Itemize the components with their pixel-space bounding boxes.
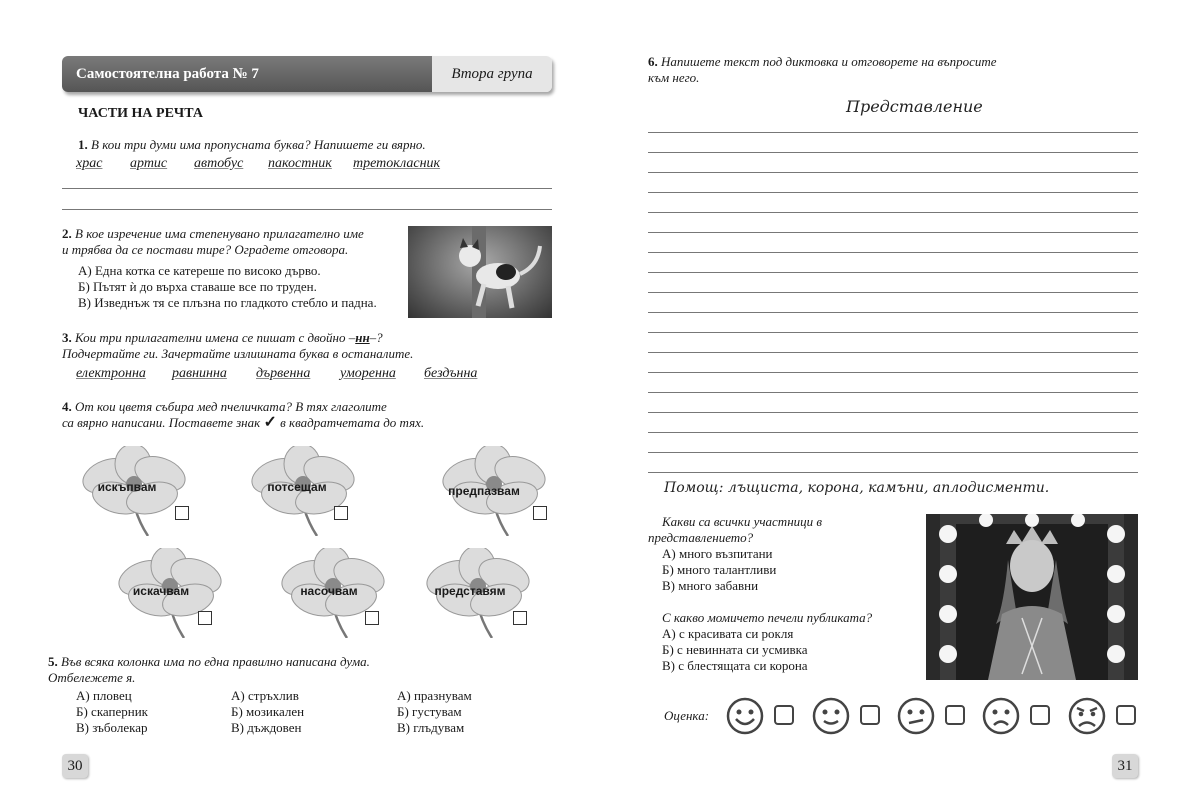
flower-verb-label: потсещам: [267, 480, 327, 494]
checkmark-icon: ✓: [263, 414, 277, 431]
writing-line[interactable]: [648, 232, 1138, 233]
flower-checkbox[interactable]: [513, 611, 527, 625]
writing-line[interactable]: [648, 212, 1138, 213]
writing-line[interactable]: [648, 312, 1138, 313]
q2-option-b[interactable]: Б) Пътят ѝ до върха ставаше все по труден.: [78, 279, 317, 294]
option[interactable]: В) дъждовен: [231, 720, 302, 735]
section-heading: ЧАСТИ НА РЕЧТА: [78, 106, 203, 121]
neutral-face-icon: [897, 697, 935, 735]
rating-checkbox-2[interactable]: [860, 705, 880, 725]
flower-checkbox[interactable]: [198, 611, 212, 625]
writing-line[interactable]: [648, 472, 1138, 473]
option[interactable]: В) зъболекар: [76, 720, 148, 735]
q5-column-2: [231, 688, 304, 736]
sad-face-icon: [982, 697, 1020, 735]
question-b: С какво момичето печели публиката?: [662, 610, 873, 625]
option[interactable]: В) с блестящата си корона: [662, 658, 808, 673]
rating-checkbox-5[interactable]: [1116, 705, 1136, 725]
option[interactable]: Б) с невинната си усмивка: [662, 642, 808, 657]
q2-option-a[interactable]: А) Една котка се катереше по високо дърво.: [78, 263, 321, 278]
very-happy-face-icon: [726, 697, 764, 735]
writing-line[interactable]: [648, 372, 1138, 373]
writing-line[interactable]: [648, 132, 1138, 133]
girl-photo: [926, 514, 1138, 680]
question-5: 5. Във всяка колонка има по една правилно написана дума. Отбележете я.: [48, 654, 370, 685]
q5-column-1: [76, 688, 148, 736]
option[interactable]: А) празнувам: [397, 688, 472, 703]
flower-checkbox[interactable]: [365, 611, 379, 625]
option[interactable]: Б) мозикален: [231, 704, 305, 719]
writing-line[interactable]: [648, 252, 1138, 253]
question-a-options: [662, 546, 776, 594]
question-1: 1. В кои три думи има пропусната буква? Напишете ги вярно.: [78, 137, 426, 152]
flower-checkbox[interactable]: [175, 506, 189, 520]
group-label: Втора група: [432, 56, 552, 92]
writing-line[interactable]: [648, 332, 1138, 333]
happy-face-icon: [812, 697, 850, 735]
q5-column-3: [397, 688, 472, 736]
worksheet-title: Самостоятелна работа № 7: [62, 56, 432, 92]
rating-checkbox-3[interactable]: [945, 705, 965, 725]
writing-line[interactable]: [648, 412, 1138, 413]
word[interactable]: равнинна: [172, 366, 227, 381]
q3-words: [76, 366, 546, 388]
rating-label: Оценка:: [664, 708, 710, 723]
option[interactable]: А) с красивата си рокля: [662, 626, 794, 641]
option[interactable]: А) стръхлив: [231, 688, 299, 703]
question-6: 6. Напишете текст под диктовка и отговорете на въпросите към него.: [648, 54, 997, 85]
question-4: 4. От кои цветя събира мед пчеличката? В тях глаголите са вярно написани. Поставете знак ✓ в квадратчетата до тях.: [62, 399, 425, 431]
rating-checkbox-1[interactable]: [774, 705, 794, 725]
word: артис: [130, 156, 168, 171]
option[interactable]: А) много възпитани: [662, 546, 773, 561]
answer-line[interactable]: [62, 188, 552, 189]
question-a: Какви са всички участници в представлението?: [648, 514, 823, 545]
flower-verb-label: предпазвам: [448, 484, 520, 498]
option[interactable]: Б) много талантливи: [662, 562, 777, 577]
writing-line[interactable]: [648, 152, 1138, 153]
option[interactable]: А) пловец: [76, 688, 132, 703]
writing-line[interactable]: [648, 192, 1138, 193]
flower-verb-label: представям: [434, 584, 506, 598]
question-b-options: [662, 626, 808, 674]
word[interactable]: електронна: [76, 366, 146, 381]
writing-line[interactable]: [648, 172, 1138, 173]
flower-checkbox[interactable]: [334, 506, 348, 520]
writing-line[interactable]: [648, 292, 1138, 293]
question-2: 2. В кое изречение има степенувано прилагателно име и трябва да се постави тире? Оградете отговора.: [62, 226, 364, 257]
word[interactable]: дървенна: [256, 366, 311, 381]
word: третокласник: [353, 156, 441, 171]
writing-line[interactable]: [648, 392, 1138, 393]
question-3: 3. Кои три прилагателни имена се пишат с двойно –нн–? Подчертайте ги. Зачертайте излишната буква в останалите.: [62, 330, 414, 361]
page-number-left: 30: [62, 754, 88, 778]
writing-line[interactable]: [648, 432, 1138, 433]
page-number-right: 31: [1112, 754, 1138, 778]
word[interactable]: бездънна: [424, 366, 478, 381]
help-words: Помощ: лъщиста, корона, камъни, аплодисменти.: [664, 480, 1050, 496]
angry-face-icon: [1068, 697, 1106, 735]
word: автобус: [194, 156, 244, 171]
writing-line[interactable]: [648, 352, 1138, 353]
option[interactable]: Б) густувам: [397, 704, 462, 719]
dictation-title: Представление: [846, 97, 983, 116]
worksheet-title-bar: [62, 56, 552, 92]
rating-checkbox-4[interactable]: [1030, 705, 1050, 725]
q1-words: [76, 156, 546, 178]
word: пакостник: [268, 156, 332, 171]
word[interactable]: уморенна: [340, 366, 396, 381]
word: храс: [76, 156, 103, 171]
flower-verb-label: искъпвам: [97, 480, 157, 494]
cat-photo: [408, 226, 552, 318]
flower-checkbox[interactable]: [533, 506, 547, 520]
q2-option-c[interactable]: В) Изведнъж тя се плъзна по гладкото стебло и падна.: [78, 295, 377, 310]
option[interactable]: В) глъдувам: [397, 720, 465, 735]
answer-line[interactable]: [62, 209, 552, 210]
option[interactable]: В) много забавни: [662, 578, 759, 593]
writing-line[interactable]: [648, 272, 1138, 273]
flower-verb-label: насочвам: [300, 584, 358, 598]
flower-verb-label: искачвам: [132, 584, 190, 598]
option[interactable]: Б) скаперник: [76, 704, 148, 719]
writing-line[interactable]: [648, 452, 1138, 453]
